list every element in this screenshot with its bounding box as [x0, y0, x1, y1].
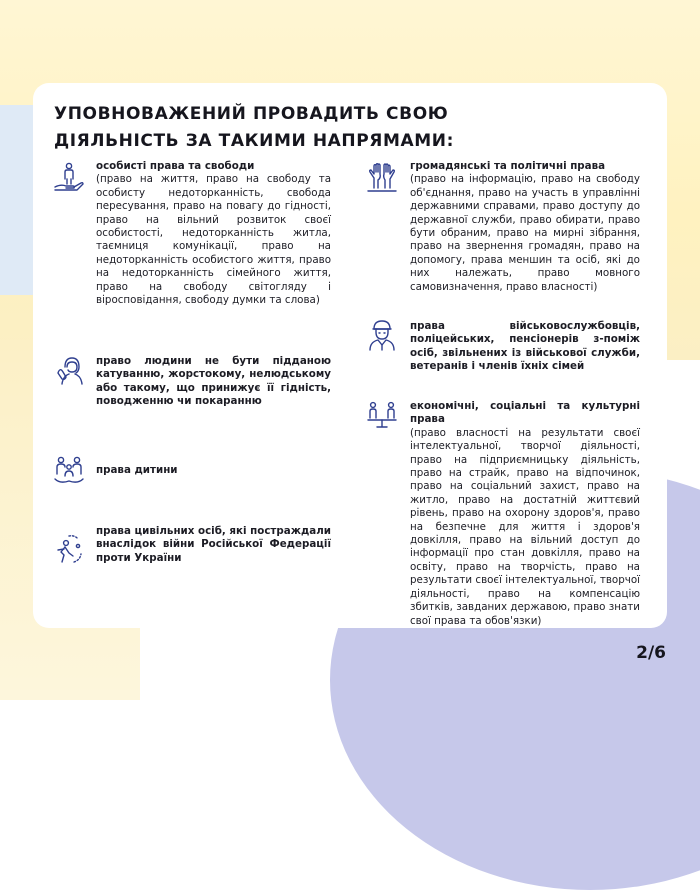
civil-political-description: (право на інформацію, право на свободу об'єднання, право на участь в управлінні державними справами, право доступу до державної служби, право обирати, право бути обраним, право на мирні зібрання, право на звернення громадян, право на допомогу, права меншин та осіб, які до них належать, право мовного самовизначення, право власності)	[410, 173, 640, 293]
war-victims-title: права цивільних осіб, які постраждали внаслідок війни Російської Федерації проти України	[96, 525, 331, 564]
family-icon	[52, 452, 86, 486]
economic-social-description: (право власності на результати своєї інтелектуальної, творчої діяльності, право на підприємницьку діяльність, право на страйк, право на відпочинок, право на соціальний захист, право на житло, право на достатній життєвий рівень, право на охорону здоров'я, право на безпечне для життя і здоров'я довкілля, право на вільний доступ до інформації про стан довкілля, право на освіту, право на творчість, право на результати своєї інтелектуальної, творчої діяльності, право на компенсацію збитків, завданих державою, право знати свої права та обов'язки)	[410, 426, 640, 627]
page-number: 2/6	[636, 643, 666, 663]
child-rights-title: права дитини	[96, 464, 178, 476]
raised-hands-icon	[365, 160, 399, 194]
no-torture-text	[96, 355, 331, 409]
military-title: права військовослужбовців, поліцейських, пенсіонерів з-поміж осіб, звільнених із військової служби, ветеранів і членів їхніх сімей	[410, 320, 640, 373]
war-victims-text	[96, 525, 331, 565]
economic-social-text	[410, 400, 640, 628]
child-rights-text	[96, 464, 331, 477]
person-fleeing-icon	[52, 532, 86, 566]
civil-political-title: громадянські та політичні права	[410, 160, 606, 172]
person-with-hand-icon	[54, 353, 88, 387]
personal-rights-text	[96, 160, 331, 307]
no-torture-title: право людини не бути підданою катуванню, жорстокому, нелюдському або такому, що принижує її гідність, поводженню чи покаранню	[96, 355, 331, 408]
heading-line-1: УПОВНОВАЖЕНИЙ ПРОВАДИТЬ СВОЮ	[54, 104, 449, 124]
personal-rights-description: (право на життя, право на свободу та особисту недоторканність, свобода пересування, право на повагу до гідності, право на вільний розвиток своєї особистості, недоторканність житла, таємниця комунікації, право на недоторканність особистого життя, право на недоторканність сімейного життя, право на свободу світогляду і віросповідання, свободу думки та слова)	[96, 173, 331, 307]
economic-social-title: економічні, соціальні та культурні права	[410, 400, 640, 426]
person-on-hand-icon	[52, 160, 86, 194]
scales-people-icon	[365, 398, 399, 432]
military-text	[410, 320, 640, 374]
personal-rights-title: особисті права та свободи	[96, 160, 255, 172]
soldier-icon	[365, 318, 399, 352]
page-heading	[54, 101, 474, 155]
civil-political-text	[410, 160, 640, 294]
heading-line-2: ДІЯЛЬНІСТЬ ЗА ТАКИМИ НАПРЯМАМИ:	[54, 131, 455, 151]
